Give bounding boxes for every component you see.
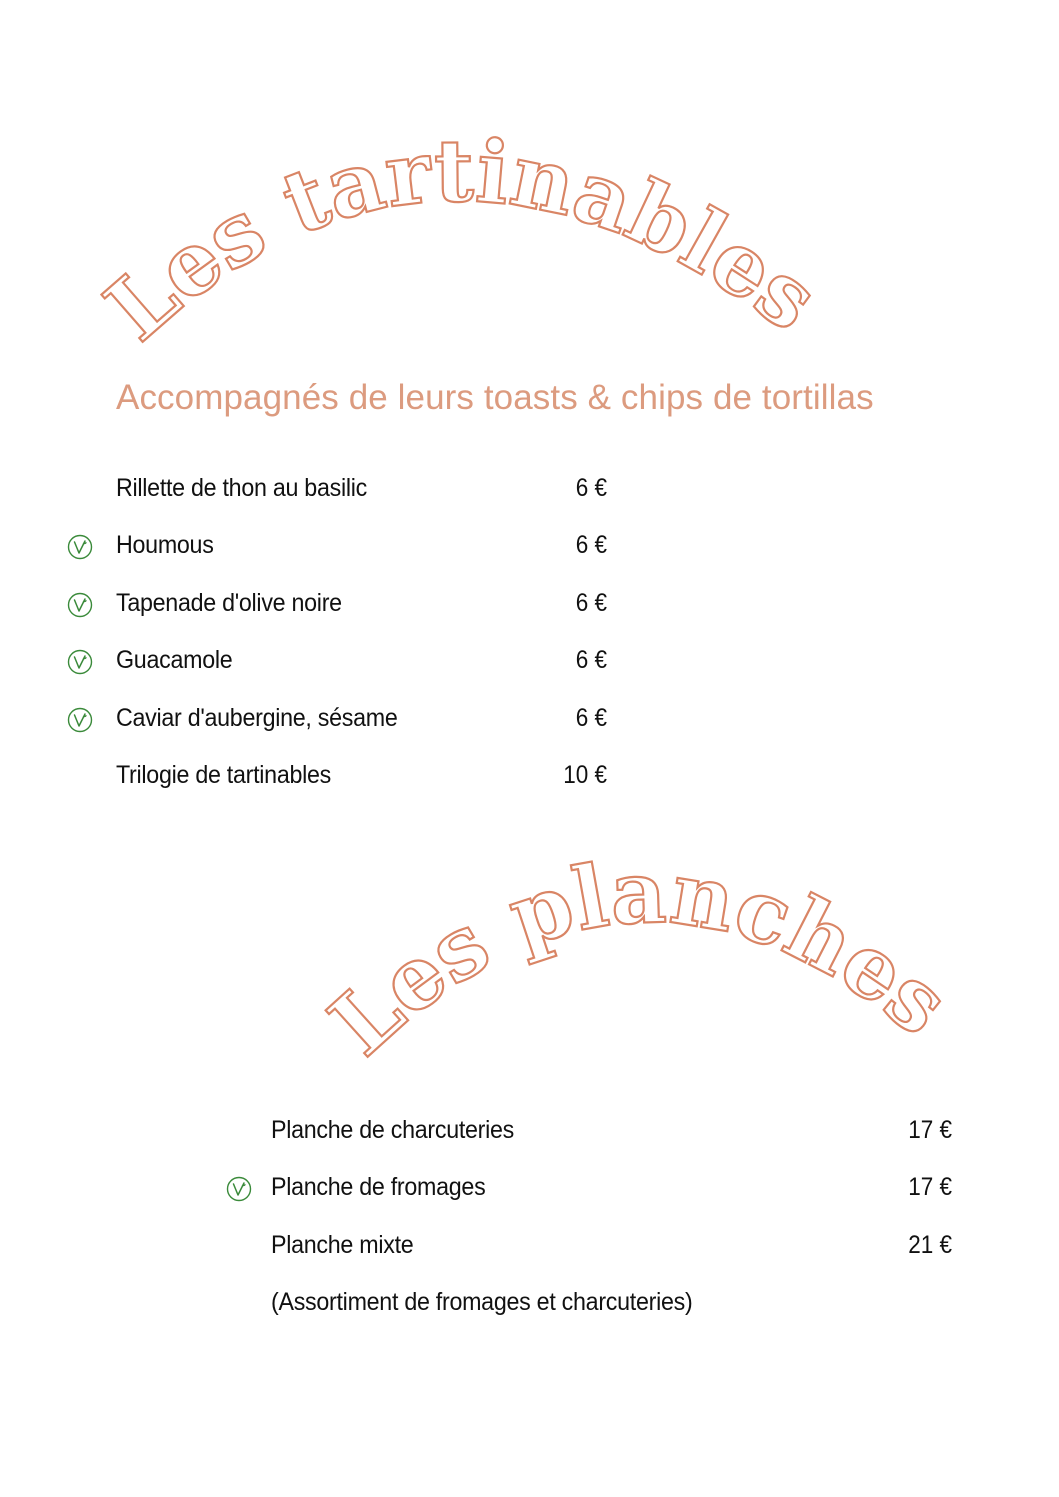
vegetarian-v-icon	[66, 591, 94, 619]
menu-item-row	[0, 585, 1059, 625]
menu-item-price: 6 €	[575, 646, 607, 675]
vegetarian-v-icon	[66, 648, 94, 676]
menu-item-name: (Assortiment de fromages et charcuteries)	[271, 1288, 693, 1317]
menu-item-name: Planche mixte	[271, 1230, 414, 1259]
menu-item-name: Trilogie de tartinables	[116, 761, 332, 789]
menu-item-price: 6 €	[575, 474, 607, 502]
menu-item-price: 17 €	[908, 1116, 952, 1144]
menu-item-price: 10 €	[563, 761, 607, 789]
menu-item-price: 17 €	[908, 1173, 952, 1202]
menu-item-row	[0, 642, 1059, 682]
menu-item-row	[0, 1112, 1059, 1152]
menu-item-name: Houmous	[116, 531, 214, 560]
vegetarian-v-icon	[225, 1175, 253, 1203]
menu-item-price: 6 €	[575, 703, 607, 732]
menu-item-price: 6 €	[575, 588, 607, 617]
menu-item-name: Guacamole	[116, 646, 233, 675]
section-title-planches: Les planches	[311, 841, 968, 1076]
menu-item-price: 21 €	[908, 1230, 952, 1259]
menu-item-name: Tapenade d'olive noire	[116, 588, 342, 617]
menu-item-row	[0, 1227, 1059, 1267]
menu-item-name: Rillette de thon au basilic	[116, 474, 367, 502]
vegetarian-v-icon	[66, 706, 94, 734]
menu-item-row	[0, 1284, 1059, 1324]
menu-item-name: Caviar d'aubergine, sésame	[116, 703, 398, 732]
section-subtitle: Accompagnés de leurs toasts & chips de tortillas	[116, 378, 874, 417]
section-title-tartinables: Les tartinables	[87, 120, 837, 361]
menu-item-price: 6 €	[575, 531, 607, 560]
menu-item-row	[0, 700, 1059, 740]
vegetarian-v-icon	[66, 533, 94, 561]
menu-item-row	[0, 470, 1059, 510]
menu-item-name: Planche de charcuteries	[271, 1116, 515, 1144]
menu-item-row	[0, 757, 1059, 797]
menu-item-name: Planche de fromages	[271, 1173, 486, 1202]
menu-item-row	[0, 1169, 1059, 1209]
menu-item-row	[0, 527, 1059, 567]
